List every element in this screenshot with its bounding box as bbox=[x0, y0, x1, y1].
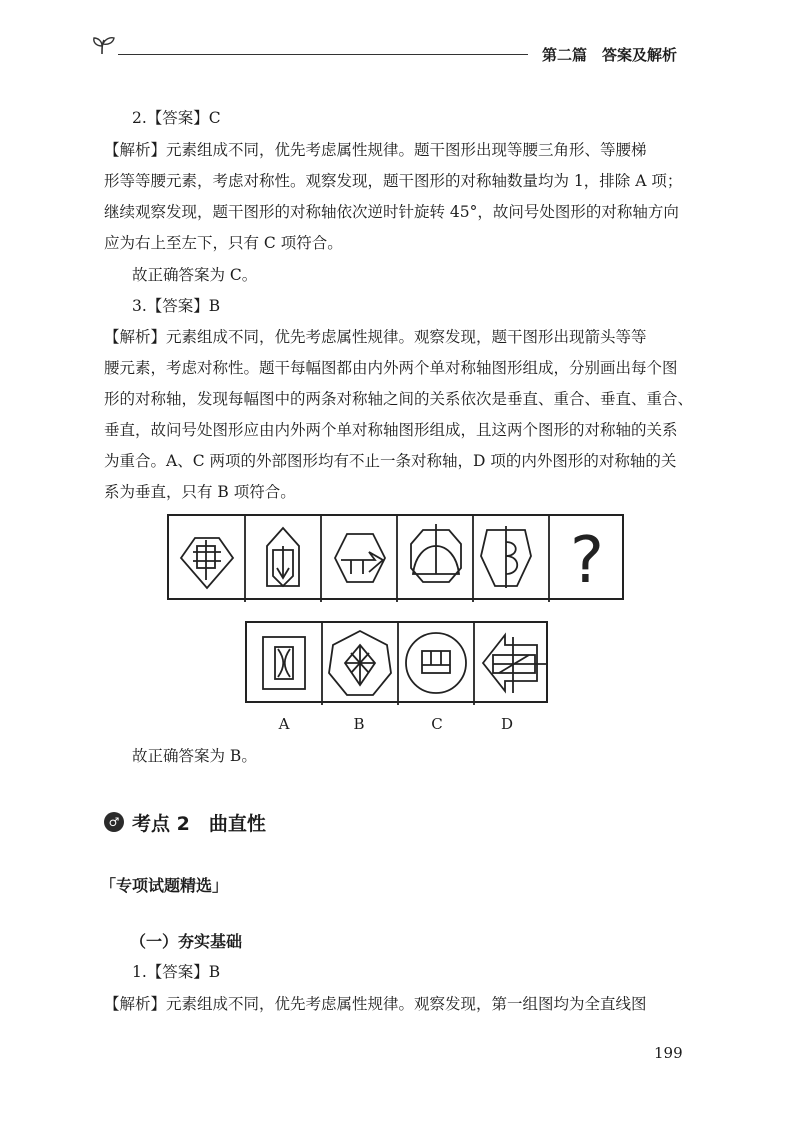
sprout-icon bbox=[90, 34, 118, 56]
q1-answer: 1.【答案】B bbox=[132, 963, 221, 981]
option-label-d: D bbox=[500, 715, 514, 733]
q1-analysis-line-1: 【解析】元素组成不同，优先考虑属性规律。观察发现，第一组图均为全直线图 bbox=[104, 995, 647, 1013]
running-header: 第二篇 答案及解析 bbox=[542, 46, 678, 64]
option-label-a: A bbox=[278, 715, 290, 733]
option-label-c: C bbox=[431, 715, 443, 733]
q3-analysis-line-4: 垂直，故问号处图形应由内外两个单对称轴图形组成，且这两个图形的对称轴的关系 bbox=[104, 421, 678, 439]
option-figure-row bbox=[245, 621, 548, 703]
section-marker-icon: ♂ bbox=[104, 812, 124, 832]
q2-answer: 2.【答案】C bbox=[132, 109, 221, 127]
q3-answer: 3.【答案】B bbox=[132, 297, 221, 315]
q3-analysis-line-2: 腰元素，考虑对称性。题干每幅图都由内外两个单对称轴图形组成，分别画出每个图 bbox=[104, 359, 678, 377]
header-rule bbox=[118, 54, 528, 55]
special-practice-heading: 「专项试题精选」 bbox=[100, 876, 229, 895]
q2-conclusion: 故正确答案为 C。 bbox=[132, 266, 258, 284]
question-mark: ? bbox=[570, 524, 604, 598]
question-figure-drawings bbox=[169, 516, 626, 602]
page-number: 199 bbox=[654, 1044, 683, 1062]
q3-analysis-line-3: 形的对称轴，发现每幅图中的两条对称轴之间的关系依次是垂直、重合、垂直、重合、 bbox=[104, 390, 694, 408]
q3-analysis-line-6: 系为垂直，只有 B 项符合。 bbox=[104, 483, 296, 501]
q2-analysis-line-3: 继续观察发现，题干图形的对称轴依次逆时针旋转 45°，故问号处图形的对称轴方向 bbox=[104, 203, 679, 221]
q3-conclusion: 故正确答案为 B。 bbox=[132, 747, 257, 765]
q2-analysis-line-4: 应为右上至左下，只有 C 项符合。 bbox=[104, 234, 343, 252]
q3-analysis-line-5: 为重合。A、C 两项的外部图形均有不止一条对称轴，D 项的内外图形的对称轴的关 bbox=[104, 452, 677, 470]
subsection-heading: （一）夯实基础 bbox=[130, 932, 243, 951]
q3-analysis-line-1: 【解析】元素组成不同，优先考虑属性规律。观察发现，题干图形出现箭头等等 bbox=[104, 328, 647, 346]
q2-analysis-line-1: 【解析】元素组成不同，优先考虑属性规律。题干图形出现等腰三角形、等腰梯 bbox=[104, 141, 647, 159]
section-title: 考点 2 曲直性 bbox=[132, 813, 266, 835]
question-figure-row bbox=[167, 514, 624, 600]
option-label-b: B bbox=[353, 715, 365, 733]
option-figure-drawings bbox=[247, 623, 550, 705]
q2-analysis-line-2: 形等等腰元素，考虑对称性。观察发现，题干图形的对称轴数量均为 1，排除 A 项； bbox=[104, 172, 683, 190]
